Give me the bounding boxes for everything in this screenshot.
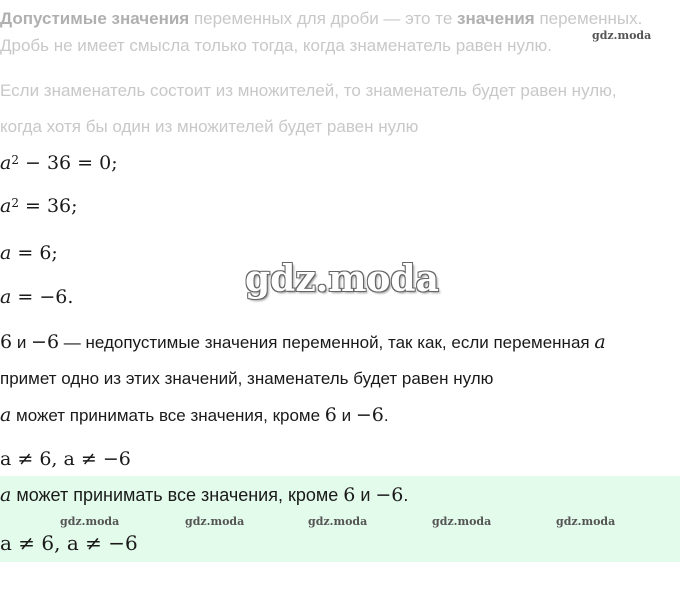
explanation-line-3: [0, 404, 389, 427]
watermark-top: gdz.moda: [592, 29, 652, 42]
exp-num-1: 6: [0, 331, 13, 353]
equation-2: [0, 195, 78, 217]
answer-var: a: [0, 484, 12, 506]
eq1-exp: 2: [11, 153, 19, 167]
exp-num-2: −6: [31, 331, 60, 353]
answer-num-1: 6: [343, 484, 356, 506]
answer-end: .: [403, 485, 409, 505]
answer-and: и: [355, 485, 376, 505]
eq2-var: a: [0, 195, 12, 217]
eq3-var: a: [0, 242, 12, 264]
eq1-var: a: [0, 152, 12, 174]
intro-bold-1: Допустимые значения: [0, 9, 190, 28]
intro-line-3: Если знаменатель состоит из множителей, то знаменатель будет равен нулю,: [0, 81, 617, 100]
watermark-row-5: gdz.moda: [556, 515, 616, 528]
exp-text-3: может принимать все значения, кроме: [11, 406, 325, 425]
intro-text-1: переменных для дроби — это те: [189, 9, 457, 28]
exp-num-3: 6: [324, 404, 337, 426]
equation-1: [0, 152, 118, 174]
explanation-line-2: примет одно из этих значений, знаменатель будет равен нулю: [0, 369, 494, 388]
intro-text-2: переменных.: [534, 9, 643, 28]
exp-end-3: .: [383, 406, 389, 425]
eq3-rest: = 6;: [11, 242, 58, 264]
eq2-rest: = 36;: [18, 195, 78, 217]
eq2-exp: 2: [11, 196, 19, 210]
watermark-row-1: gdz.moda: [60, 515, 120, 528]
eq4-rest: = −6.: [11, 286, 74, 308]
exp-var-2: a: [0, 404, 12, 426]
equation-3: [0, 242, 58, 264]
exp-num-4: −6: [355, 404, 384, 426]
watermark-row-4: gdz.moda: [432, 515, 492, 528]
intro-line-1: [0, 8, 642, 30]
answer-text: может принимать все значения, кроме: [11, 485, 344, 505]
eq1-rest: − 36 = 0;: [18, 152, 118, 174]
watermark-center: gdz.moda: [245, 258, 439, 300]
exp-text-1: — недопустимые значения переменной, так как, если переменная: [59, 333, 595, 352]
answer-num-2: −6: [375, 484, 404, 506]
watermark-row-2: gdz.moda: [185, 515, 245, 528]
explanation-formula: a ≠ 6, a ≠ −6: [0, 448, 131, 470]
intro-line-4: когда хотя бы один из множителей будет равен нулю: [0, 117, 419, 136]
exp-var-1: a: [594, 331, 606, 353]
answer-line: [0, 484, 408, 506]
equation-4: [0, 286, 73, 308]
eq4-var: a: [0, 286, 12, 308]
exp-and-1: и: [12, 333, 32, 352]
explanation-line-1: [0, 331, 606, 354]
intro-bold-2: значения: [457, 9, 535, 28]
answer-formula: a ≠ 6, a ≠ −6: [0, 531, 138, 555]
exp-and-3: и: [336, 406, 356, 425]
watermark-row-3: gdz.moda: [308, 515, 368, 528]
intro-line-2: Дробь не имеет смысла только тогда, когда знаменатель равен нулю.: [0, 36, 552, 55]
